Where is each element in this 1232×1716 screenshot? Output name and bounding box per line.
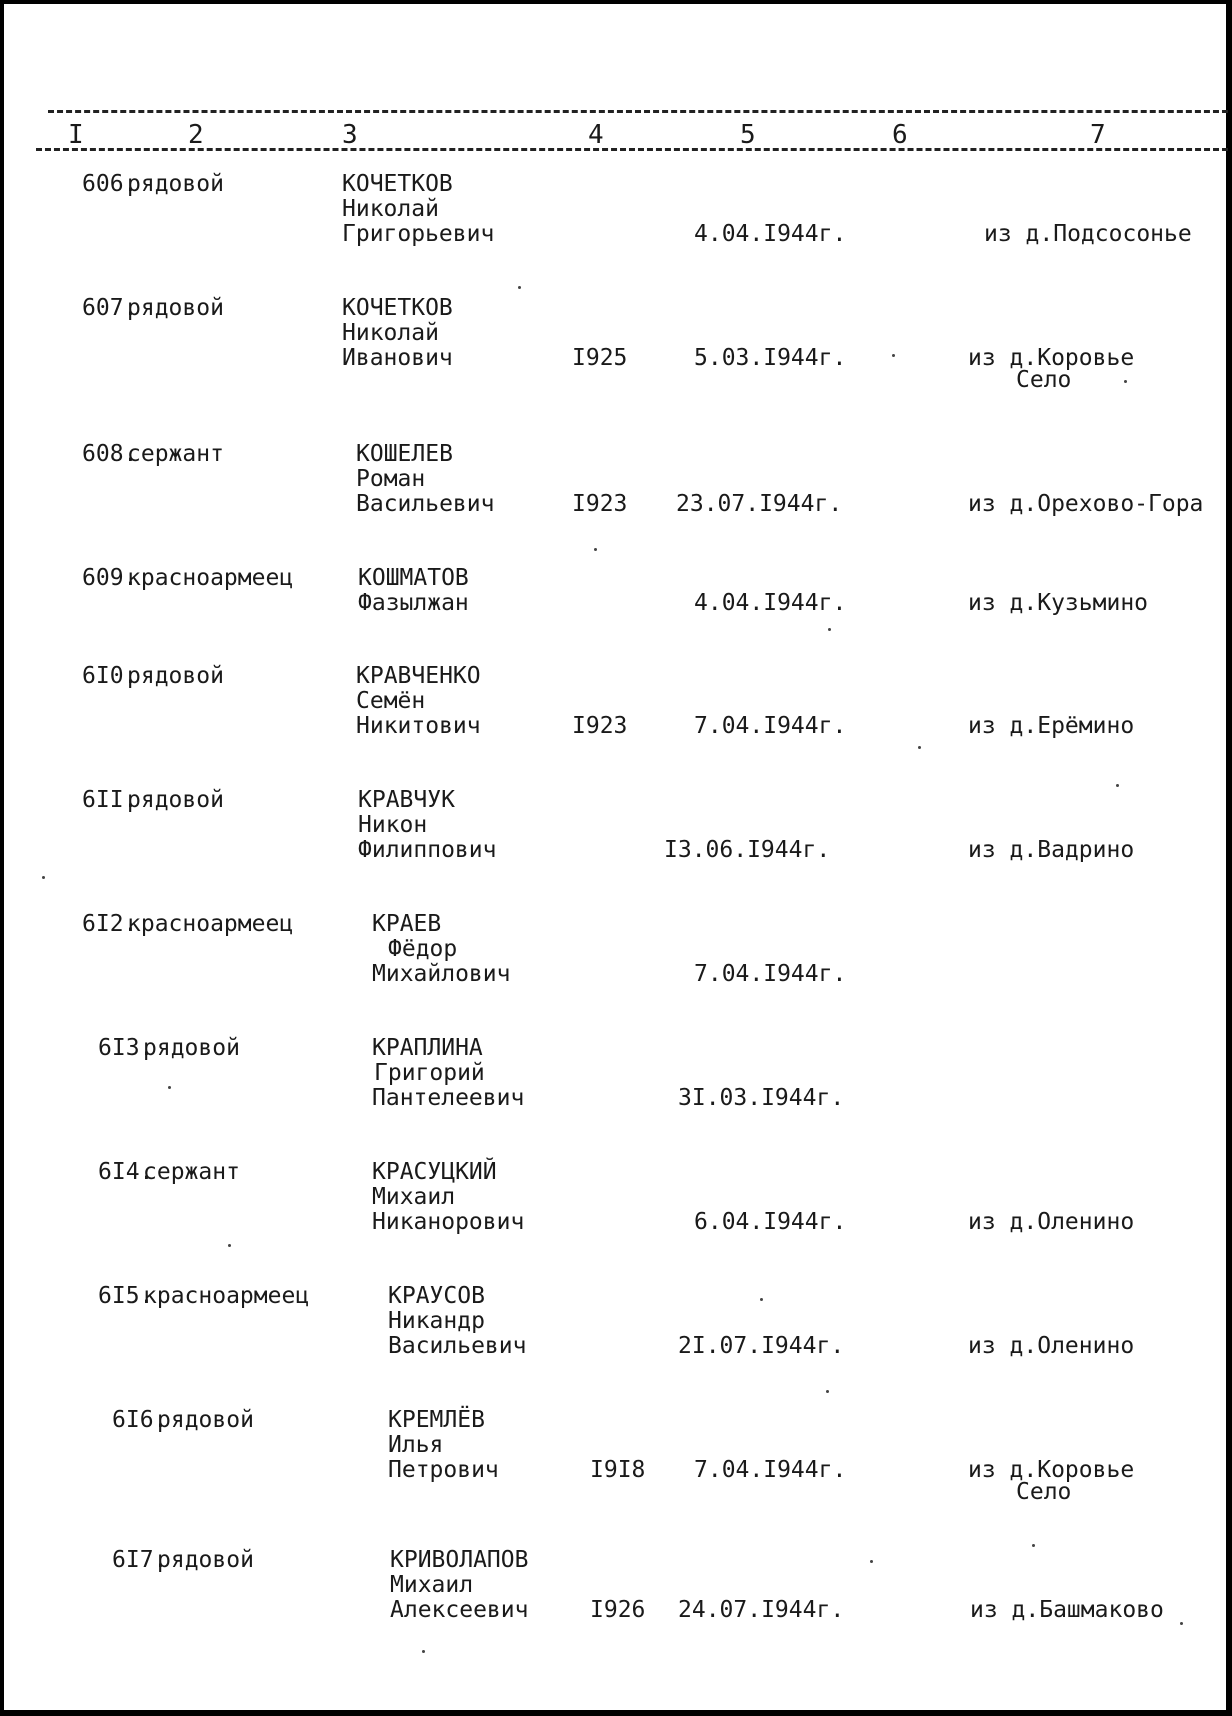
record-rank: рядовой <box>157 1547 254 1573</box>
record-first-name: Михаил <box>372 1184 456 1210</box>
record-date: 7.04.I944г. <box>694 713 847 739</box>
column-number: 3 <box>342 120 358 150</box>
record-rank: рядовой <box>127 295 224 321</box>
scan-speck <box>1180 1622 1183 1625</box>
record-number: 609. <box>82 565 138 591</box>
record-rank: красноармеец <box>127 911 294 937</box>
record-number: 6I7. <box>112 1547 168 1573</box>
record-rank: рядовой <box>127 171 224 197</box>
column-number: 6 <box>892 120 908 150</box>
record-surname: КОШЕЛЕВ <box>356 441 453 467</box>
scan-speck <box>1124 380 1127 383</box>
record-patronymic: Филиппович <box>358 837 497 863</box>
frame-left <box>0 0 4 1716</box>
record-date: 7.04.I944г. <box>694 961 847 987</box>
record-date: 5.03.I944г. <box>694 345 847 371</box>
scan-speck <box>1116 784 1119 787</box>
record-rank: сержант <box>143 1159 240 1185</box>
record-first-name: Никон <box>358 812 428 838</box>
scan-speck <box>760 1298 763 1301</box>
record-patronymic: Васильевич <box>356 491 495 517</box>
scan-speck <box>422 1650 425 1653</box>
record-place: из д.Орехово-Гора <box>968 491 1204 517</box>
record-date: 7.04.I944г. <box>694 1457 847 1483</box>
record-number: 6I4. <box>98 1159 154 1185</box>
record-rank: сержант <box>127 441 224 467</box>
record-patronymic: Петрович <box>388 1457 499 1483</box>
record-first-name: Фёдор <box>388 936 458 962</box>
record-surname: КРАЕВ <box>372 911 442 937</box>
record-rank: красноармеец <box>127 565 294 591</box>
record-patronymic: Иванович <box>342 345 453 371</box>
record-number: 6I5. <box>98 1283 154 1309</box>
record-place: из д.Оленино <box>968 1209 1135 1235</box>
record-rank: рядовой <box>143 1035 240 1061</box>
column-number: 5 <box>740 120 756 150</box>
header-rule-bottom <box>36 148 1228 151</box>
record-place-line2: Село <box>1016 1479 1072 1505</box>
record-first-name: Илья <box>388 1432 444 1458</box>
record-date: 2I.07.I944г. <box>678 1333 845 1359</box>
header-rule-top <box>48 110 1228 113</box>
record-patronymic: Михайлович <box>372 961 511 987</box>
record-date: 4.04.I944г. <box>694 590 847 616</box>
record-first-name: Фазылжан <box>358 590 469 616</box>
record-surname: КРАПЛИНА <box>372 1035 483 1061</box>
scan-speck <box>42 876 45 879</box>
record-rank: рядовой <box>157 1407 254 1433</box>
column-number: 4 <box>588 120 604 150</box>
record-place: из д.Коровье <box>968 345 1135 371</box>
column-number: I <box>68 120 84 150</box>
record-number: 608. <box>82 441 138 467</box>
record-rank: рядовой <box>127 663 224 689</box>
record-patronymic: Пантелеевич <box>372 1085 525 1111</box>
record-first-name: Григорий <box>374 1060 485 1086</box>
record-place-line2: Село <box>1016 367 1072 393</box>
record-surname: КОЧЕТКОВ <box>342 171 453 197</box>
record-rank: красноармеец <box>143 1283 310 1309</box>
record-place: из д.Вадрино <box>968 837 1135 863</box>
scan-speck <box>228 1244 231 1247</box>
record-date: 23.07.I944г. <box>676 491 843 517</box>
record-date: 3I.03.I944г. <box>678 1085 845 1111</box>
record-first-name: Николай <box>342 320 439 346</box>
record-date: 6.04.I944г. <box>694 1209 847 1235</box>
record-birth-year: I925 <box>572 345 628 371</box>
frame-top <box>0 0 1232 4</box>
record-first-name: Никандр <box>388 1308 485 1334</box>
record-birth-year: I9I8 <box>590 1457 646 1483</box>
scan-speck <box>892 354 895 357</box>
column-number: 7 <box>1090 120 1106 150</box>
record-place: из д.Подсосонье <box>984 221 1192 247</box>
record-number: 6I2. <box>82 911 138 937</box>
record-surname: КРАВЧЕНКО <box>356 663 481 689</box>
record-number: 6II. <box>82 787 138 813</box>
scan-speck <box>518 286 521 289</box>
record-number: 6I6. <box>112 1407 168 1433</box>
scan-speck <box>826 1390 829 1393</box>
record-place: из д.Башмаково <box>970 1597 1164 1623</box>
record-number: 6I3. <box>98 1035 154 1061</box>
record-birth-year: I926 <box>590 1597 646 1623</box>
record-patronymic: Никитович <box>356 713 481 739</box>
frame-right <box>1226 0 1232 1716</box>
column-number: 2 <box>188 120 204 150</box>
scan-speck <box>828 628 831 631</box>
record-first-name: Михаил <box>390 1572 474 1598</box>
scan-speck <box>918 746 921 749</box>
record-birth-year: I923 <box>572 713 628 739</box>
scan-speck <box>1032 1544 1035 1547</box>
record-place: из д.Коровье <box>968 1457 1135 1483</box>
record-rank: рядовой <box>127 787 224 813</box>
record-place: из д.Ерёмино <box>968 713 1135 739</box>
scan-speck <box>594 548 597 551</box>
record-birth-year: I923 <box>572 491 628 517</box>
scan-speck <box>870 1560 873 1563</box>
record-first-name: Семён <box>356 688 426 714</box>
record-first-name: Роман <box>356 466 426 492</box>
record-patronymic: Никанорович <box>372 1209 525 1235</box>
record-date: I3.06.I944г. <box>664 837 831 863</box>
record-surname: КОЧЕТКОВ <box>342 295 453 321</box>
record-date: 4.04.I944г. <box>694 221 847 247</box>
record-surname: КОШМАТОВ <box>358 565 469 591</box>
record-date: 24.07.I944г. <box>678 1597 845 1623</box>
record-number: 6I0. <box>82 663 138 689</box>
record-surname: КРАУСОВ <box>388 1283 485 1309</box>
record-surname: КРЕМЛЁВ <box>388 1407 485 1433</box>
record-number: 607. <box>82 295 138 321</box>
record-surname: КРАВЧУК <box>358 787 455 813</box>
record-place: из д.Оленино <box>968 1333 1135 1359</box>
frame-bottom <box>0 1710 1232 1716</box>
record-number: 606. <box>82 171 138 197</box>
record-place: из д.Кузьмино <box>968 590 1149 616</box>
record-surname: КРАСУЦКИЙ <box>372 1159 497 1185</box>
record-first-name: Николай <box>342 196 439 222</box>
scan-speck <box>168 1086 171 1089</box>
record-patronymic: Алексеевич <box>390 1597 529 1623</box>
record-patronymic: Васильевич <box>388 1333 527 1359</box>
record-patronymic: Григорьевич <box>342 221 495 247</box>
record-surname: КРИВОЛАПОВ <box>390 1547 529 1573</box>
